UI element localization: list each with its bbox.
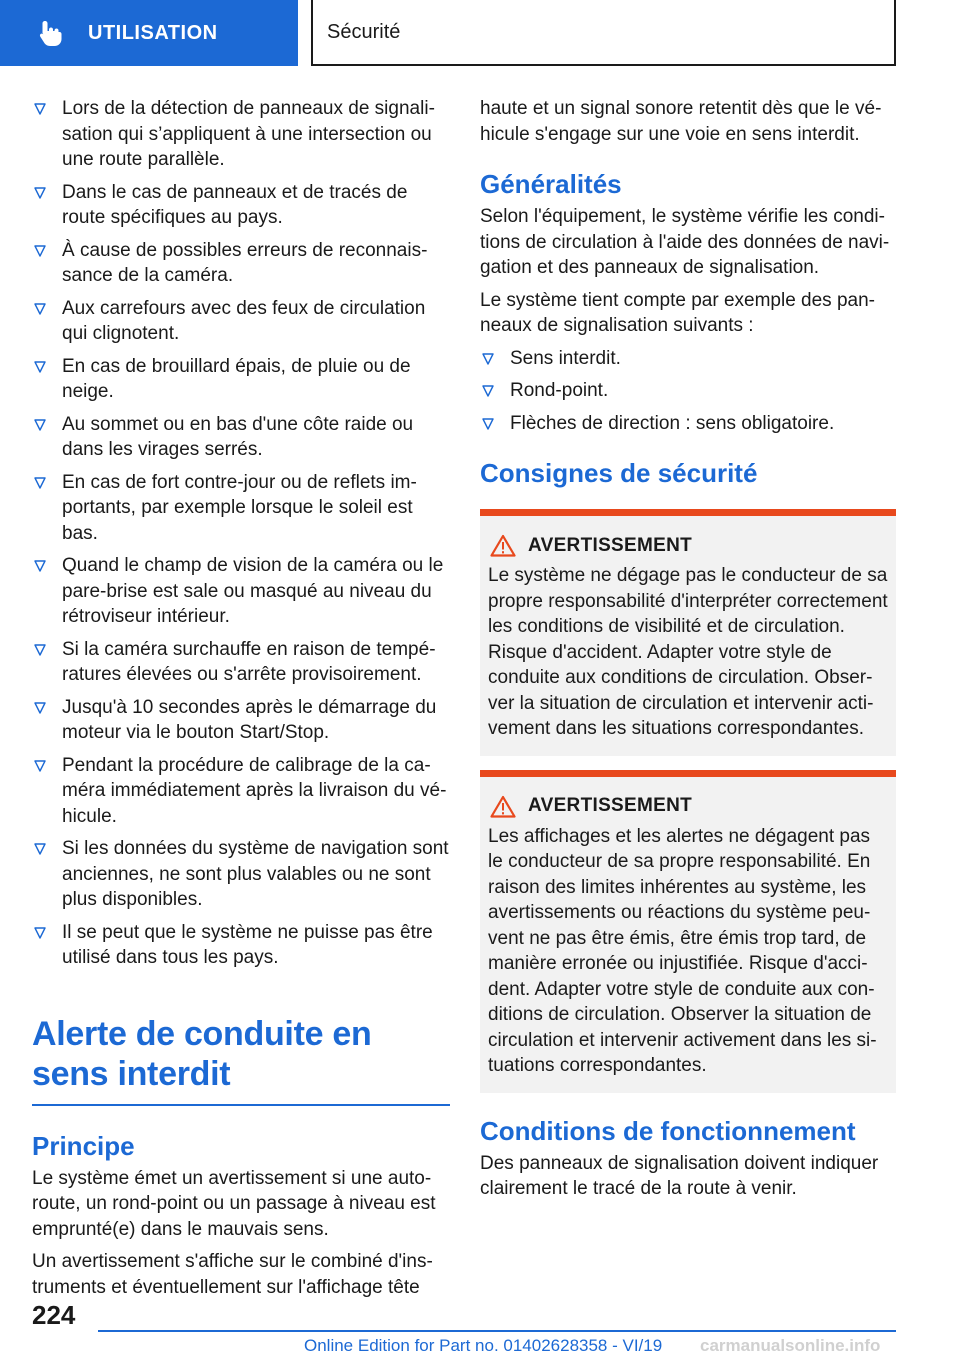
list-item-text: Quand le champ de vision de la caméra ou le pare-brise est sale ou masqué au niveau du rétroviseur intérieur. xyxy=(62,555,444,627)
bullet-triangle-icon xyxy=(34,642,46,658)
bullet-triangle-icon xyxy=(482,383,494,399)
list-item-text: Lors de la détection de panneaux de signalisation qui s’appliquent à une intersection ou une route parallèle. xyxy=(62,98,435,170)
sign-list xyxy=(480,346,896,437)
list-item-text: Si la caméra surchauffe en raison de températures élevées ou s'arrête provisoirement. xyxy=(62,638,436,685)
bullet-triangle-icon xyxy=(34,841,46,857)
bullet-triangle-icon xyxy=(482,351,494,367)
condition-list xyxy=(32,96,450,971)
list-item-text: Flèches de direction : sens obligatoire. xyxy=(510,412,835,434)
footer-divider xyxy=(98,1330,896,1332)
warning-text: Les affichages et les alertes ne dégagent pas le conducteur de sa propre responsabilité. En raison des limites inhérentes au système, les avertissements ou réactions du système peuvent ne pas être émis, être émis trop tard, de manière erronée ou injustifiée. Risque d'accident. Adapter votre style de conduite aux conditions de circulation. Observer la situation de circulation et intervenir activement dans les situations correspondantes. xyxy=(488,825,877,1076)
list-item-text: Il se peut que le système ne puisse pas être utilisé dans tous les pays. xyxy=(62,921,433,968)
warning-triangle-icon xyxy=(490,534,516,557)
main-heading: Alerte de conduite en sens interdit xyxy=(32,1014,372,1093)
conditions-heading: Conditions de fonctionnement xyxy=(480,1115,856,1146)
warning-title-row xyxy=(488,534,888,557)
list-item xyxy=(32,553,450,630)
list-item-text: En cas de fort contre-jour ou de reflets importants, par exemple lorsque le soleil est bas. xyxy=(62,471,417,544)
bullet-triangle-icon xyxy=(34,925,46,941)
list-item-text: Jusqu'à 10 secondes après le démarrage du moteur via le bouton Start/Stop. xyxy=(62,696,437,743)
warning-title: AVERTISSEMENT xyxy=(528,795,693,816)
bullet-triangle-icon xyxy=(34,359,46,375)
warning-title-row xyxy=(488,795,888,818)
chapter-label: Sécurité xyxy=(327,20,401,43)
bullet-triangle-icon xyxy=(34,475,46,491)
bullet-triangle-icon xyxy=(34,417,46,433)
general-heading: Généralités xyxy=(480,169,622,199)
page-number: 224 xyxy=(32,1300,76,1330)
bullet-triangle-icon xyxy=(34,558,46,574)
list-item-text: Si les données du système de navigation sont anciennes, ne sont plus valables ou ne sont plus disponibles. xyxy=(62,838,449,910)
warning-triangle-icon xyxy=(490,795,516,818)
bullet-triangle-icon xyxy=(34,185,46,201)
list-item-text: Sens interdit. xyxy=(510,347,621,369)
warning-title: AVERTISSEMENT xyxy=(528,534,693,556)
right-column xyxy=(480,96,896,1209)
heading-divider xyxy=(32,1104,450,1106)
bullet-triangle-icon xyxy=(34,301,46,317)
list-item-text: En cas de brouillard épais, de pluie ou de neige. xyxy=(62,355,411,402)
principle-paragraph-1: Le système émet un avertissement si une autoroute, un rond-point ou un passage à niveau est emprunté(e) dans le mauvais sens. xyxy=(32,1167,436,1240)
general-paragraph-1: Selon l'équipement, le système vérifie les conditions de circulation à l'aide des données de navigation et des panneaux de signalisation. xyxy=(480,206,890,278)
list-item xyxy=(480,378,896,404)
chapter-tab xyxy=(311,0,896,66)
bullet-triangle-icon xyxy=(34,758,46,774)
list-item xyxy=(32,695,450,746)
list-item-text: À cause de possibles erreurs de reconnaissance de la caméra. xyxy=(62,239,428,286)
continuation-paragraph: haute et un signal sonore retentit dès que le véhicule s'engage sur une voie en sens interdit. xyxy=(480,98,882,145)
list-item-text: Au sommet ou en bas d'une côte raide ou dans les virages serrés. xyxy=(62,413,414,460)
list-item xyxy=(32,836,450,913)
general-paragraph-2: Le système tient compte par exemple des panneaux de signalisation suivants : xyxy=(480,289,875,336)
list-item xyxy=(32,96,450,173)
safety-heading: Consignes de sécurité xyxy=(480,458,758,488)
section-tab xyxy=(0,0,298,66)
hand-pointer-icon xyxy=(36,18,66,48)
list-item xyxy=(32,470,450,547)
left-column xyxy=(32,96,450,1307)
list-item xyxy=(32,180,450,231)
page-header xyxy=(0,0,960,66)
warning-box-1 xyxy=(480,509,896,756)
bullet-triangle-icon xyxy=(34,101,46,117)
principle-paragraph-2: Un avertissement s'affiche sur le combiné d'instruments et éventuellement sur l'affichage tête xyxy=(32,1251,433,1298)
list-item xyxy=(32,753,450,830)
list-item xyxy=(480,411,896,437)
warning-box-2 xyxy=(480,770,896,1093)
bullet-triangle-icon xyxy=(482,416,494,432)
section-label: UTILISATION xyxy=(88,21,218,44)
list-item xyxy=(480,346,896,372)
principle-heading: Principe xyxy=(32,1130,135,1161)
list-item-text: Aux carrefours avec des feux de circulation qui clignotent. xyxy=(62,297,426,344)
list-item xyxy=(32,238,450,289)
warning-text: Le système ne dégage pas le conducteur de sa propre responsabilité d'interpréter correctement les conditions de visibilité et de circulation. Risque d'accident. Adapter votre style de conduite aux conditions de circulation. Observer la situation de circulation et intervenir activement dans les situations correspondantes. xyxy=(488,565,888,739)
list-item xyxy=(32,296,450,347)
bullet-triangle-icon xyxy=(34,243,46,259)
bullet-triangle-icon xyxy=(34,700,46,716)
list-item-text: Pendant la procédure de calibrage de la caméra immédiatement après la livraison du véhicule. xyxy=(62,754,447,827)
list-item xyxy=(32,637,450,688)
list-item-text: Dans le cas de panneaux et de tracés de route spécifiques au pays. xyxy=(62,181,408,228)
list-item xyxy=(32,920,450,971)
list-item xyxy=(32,354,450,405)
list-item xyxy=(32,412,450,463)
edition-text: Online Edition for Part no. 01402628358 - VI/19 xyxy=(304,1336,663,1355)
list-item-text: Rond-point. xyxy=(510,380,609,401)
conditions-paragraph: Des panneaux de signalisation doivent indiquer clairement le tracé de la route à venir. xyxy=(480,1152,879,1199)
watermark: carmanualsonline.info xyxy=(700,1336,881,1355)
